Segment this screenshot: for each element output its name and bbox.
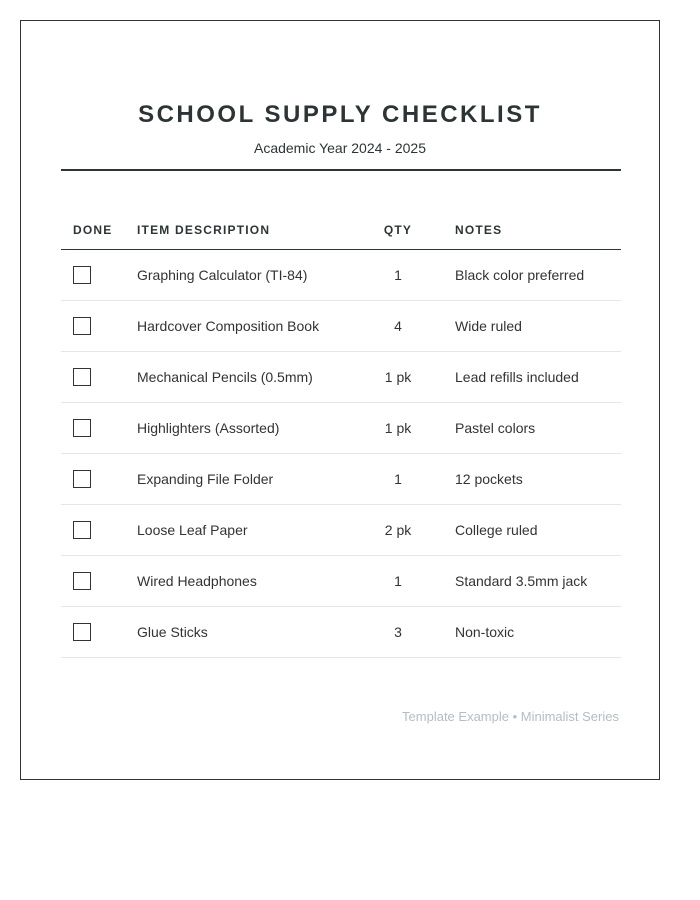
item-qty: 1 xyxy=(353,249,443,300)
item-qty: 4 xyxy=(353,300,443,351)
table-row xyxy=(61,555,621,606)
header-divider xyxy=(61,169,621,171)
item-description: Glue Sticks xyxy=(125,606,353,657)
page-title: SCHOOL SUPPLY CHECKLIST xyxy=(138,101,542,128)
item-qty: 1 xyxy=(353,555,443,606)
page-subtitle: Academic Year 2024 - 2025 xyxy=(253,140,426,156)
done-checkbox[interactable] xyxy=(73,470,91,488)
item-notes: 12 pockets xyxy=(443,453,621,504)
item-notes: Lead refills included xyxy=(443,351,621,402)
item-description: Graphing Calculator (TI-84) xyxy=(125,249,353,300)
done-checkbox[interactable] xyxy=(73,368,91,386)
table-row xyxy=(61,300,621,351)
column-header-done: DONE xyxy=(61,211,125,249)
table-row xyxy=(61,504,621,555)
item-notes: College ruled xyxy=(443,504,621,555)
item-qty: 3 xyxy=(353,606,443,657)
item-qty: 1 xyxy=(353,453,443,504)
item-qty: 1 pk xyxy=(353,351,443,402)
column-header-notes: NOTES xyxy=(443,211,621,249)
table-row xyxy=(61,351,621,402)
done-checkbox[interactable] xyxy=(73,623,91,641)
item-description: Wired Headphones xyxy=(125,555,353,606)
footer-caption: Template Example • Minimalist Series xyxy=(402,709,619,724)
item-description: Mechanical Pencils (0.5mm) xyxy=(125,351,353,402)
item-qty: 2 pk xyxy=(353,504,443,555)
item-notes: Non-toxic xyxy=(443,606,621,657)
table-row xyxy=(61,249,621,300)
item-notes: Black color preferred xyxy=(443,249,621,300)
table-row xyxy=(61,453,621,504)
done-checkbox[interactable] xyxy=(73,317,91,335)
table-row xyxy=(61,402,621,453)
item-description: Highlighters (Assorted) xyxy=(125,402,353,453)
item-description: Loose Leaf Paper xyxy=(125,504,353,555)
done-checkbox[interactable] xyxy=(73,521,91,539)
table-row xyxy=(61,606,621,657)
table-header-row xyxy=(61,211,621,249)
column-header-item: ITEM DESCRIPTION xyxy=(125,211,353,249)
checklist-card xyxy=(20,20,660,780)
item-description: Hardcover Composition Book xyxy=(125,300,353,351)
supply-table xyxy=(61,211,621,658)
item-qty: 1 pk xyxy=(353,402,443,453)
done-checkbox[interactable] xyxy=(73,266,91,284)
done-checkbox[interactable] xyxy=(73,419,91,437)
item-description: Expanding File Folder xyxy=(125,453,353,504)
item-notes: Pastel colors xyxy=(443,402,621,453)
item-notes: Wide ruled xyxy=(443,300,621,351)
done-checkbox[interactable] xyxy=(73,572,91,590)
item-notes: Standard 3.5mm jack xyxy=(443,555,621,606)
column-header-qty: QTY xyxy=(353,211,443,249)
